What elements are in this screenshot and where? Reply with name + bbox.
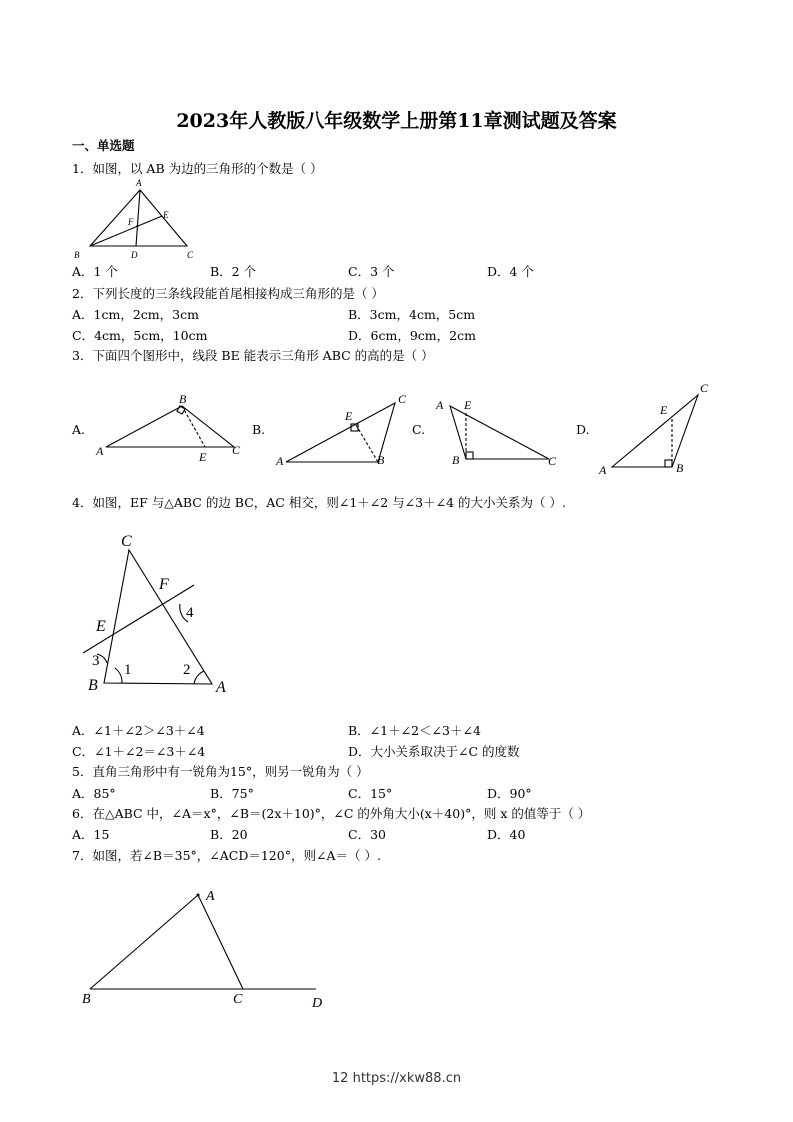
q3b-label-a: A: [276, 454, 284, 468]
q3a-label-e: E: [199, 450, 207, 464]
q4-option-b: B．∠1＋∠2＜∠3＋∠4: [348, 723, 481, 738]
q4-label-f: F: [159, 576, 169, 593]
q6-option-c: C．30: [348, 827, 386, 842]
q4-angle-4: 4: [186, 605, 194, 621]
q1-label-c: C: [187, 250, 194, 260]
q3d-label-b: B: [676, 461, 684, 475]
q4-option-c: C．∠1＋∠2＝∠3＋∠4: [72, 744, 206, 759]
q3c-label-a: A: [436, 398, 444, 412]
q3b-label-b: B: [377, 453, 385, 467]
q4-angle-2: 2: [183, 662, 191, 678]
q5-option-c: C．15°: [348, 786, 393, 801]
q3b-label-e: E: [345, 409, 353, 423]
q2-option-d: D．6cm，9cm，2cm: [348, 328, 476, 343]
q3d-label-c: C: [700, 381, 709, 395]
q3a-label-c: C: [232, 443, 241, 457]
q3-option-b: B.: [252, 422, 266, 437]
q2-option-c: C．4cm，5cm，10cm: [72, 328, 208, 343]
q5-option-d: D．90°: [487, 786, 532, 801]
q4-label-e: E: [96, 618, 106, 635]
q2-stem: 2．下列长度的三条线段能首尾相接构成三角形的是（ ）: [72, 286, 384, 301]
q3d-label-e: E: [660, 403, 668, 417]
q1-label-d: D: [131, 250, 138, 260]
q3c-label-c: C: [548, 454, 557, 468]
page-title: 2023年人教版八年级数学上册第11章测试题及答案: [176, 110, 617, 132]
q4-angle-3: 3: [92, 653, 100, 669]
q3a-label-b: B: [179, 392, 187, 406]
q1-option-a: A．1 个: [72, 264, 118, 279]
q2-option-a: A．1cm，2cm，3cm: [72, 307, 199, 322]
q3-option-d: D.: [576, 422, 590, 437]
q3b-label-c: C: [398, 392, 407, 406]
q3c-label-b: B: [452, 453, 460, 467]
q1-label-e: E: [163, 210, 169, 220]
q1-label-a: A: [136, 178, 142, 188]
q4-option-a: A．∠1＋∠2＞∠3＋∠4: [72, 723, 205, 738]
q5-option-b: B．75°: [210, 786, 254, 801]
q4-label-c: C: [121, 533, 132, 550]
q1-option-c: C．3 个: [348, 264, 395, 279]
q1-label-f: F: [128, 217, 134, 227]
q7-label-d: D: [312, 996, 323, 1011]
q4-label-a: A: [216, 679, 226, 696]
q1-option-b: B．2 个: [210, 264, 257, 279]
q3-stem: 3．下面四个图形中，线段 BE 能表示三角形 ABC 的高的是（ ）: [72, 348, 434, 363]
q2-option-b: B．3cm，4cm，5cm: [348, 307, 476, 322]
q3c-label-e: E: [464, 398, 472, 412]
q3-option-c: C.: [412, 422, 426, 437]
q7-label-a: A: [206, 889, 215, 904]
q4-option-d: D．大小关系取决于∠C 的度数: [348, 744, 520, 759]
q7-label-b: B: [82, 992, 91, 1007]
q6-option-d: D．40: [487, 827, 526, 842]
page-footer: 12 https://xkw88.cn: [331, 1071, 462, 1086]
q6-stem: 6．在△ABC 中，∠A＝x°，∠B＝(2x＋10)°，∠C 的外角大小(x＋40)°，则 x 的值等于（ ）: [72, 806, 591, 821]
q7-label-c: C: [233, 992, 243, 1007]
section-heading: 一、单选题: [72, 138, 135, 153]
q5-stem: 5．直角三角形中有一锐角为15°，则另一锐角为（ ）: [72, 764, 369, 779]
q1-option-d: D．4 个: [487, 264, 534, 279]
q6-option-b: B．20: [210, 827, 248, 842]
q1-label-b: B: [74, 250, 80, 260]
q4-stem: 4．如图，EF 与△ABC 的边 BC，AC 相交，则∠1＋∠2 与∠3＋∠4 的大小关系为（ ）.: [72, 495, 566, 510]
q3-option-a: A.: [72, 422, 86, 437]
q4-angle-1: 1: [124, 662, 132, 678]
q6-option-a: A．15: [72, 827, 110, 842]
q1-stem: 1．如图，以 AB 为边的三角形的个数是（ ）: [72, 161, 323, 176]
q3a-label-a: A: [96, 444, 104, 458]
q3d-label-a: A: [599, 463, 607, 477]
q7-stem: 7．如图，若∠B＝35°，∠ACD＝120°，则∠A＝（ ）.: [72, 848, 381, 863]
q4-label-b: B: [88, 677, 98, 694]
q5-option-a: A．85°: [72, 786, 116, 801]
